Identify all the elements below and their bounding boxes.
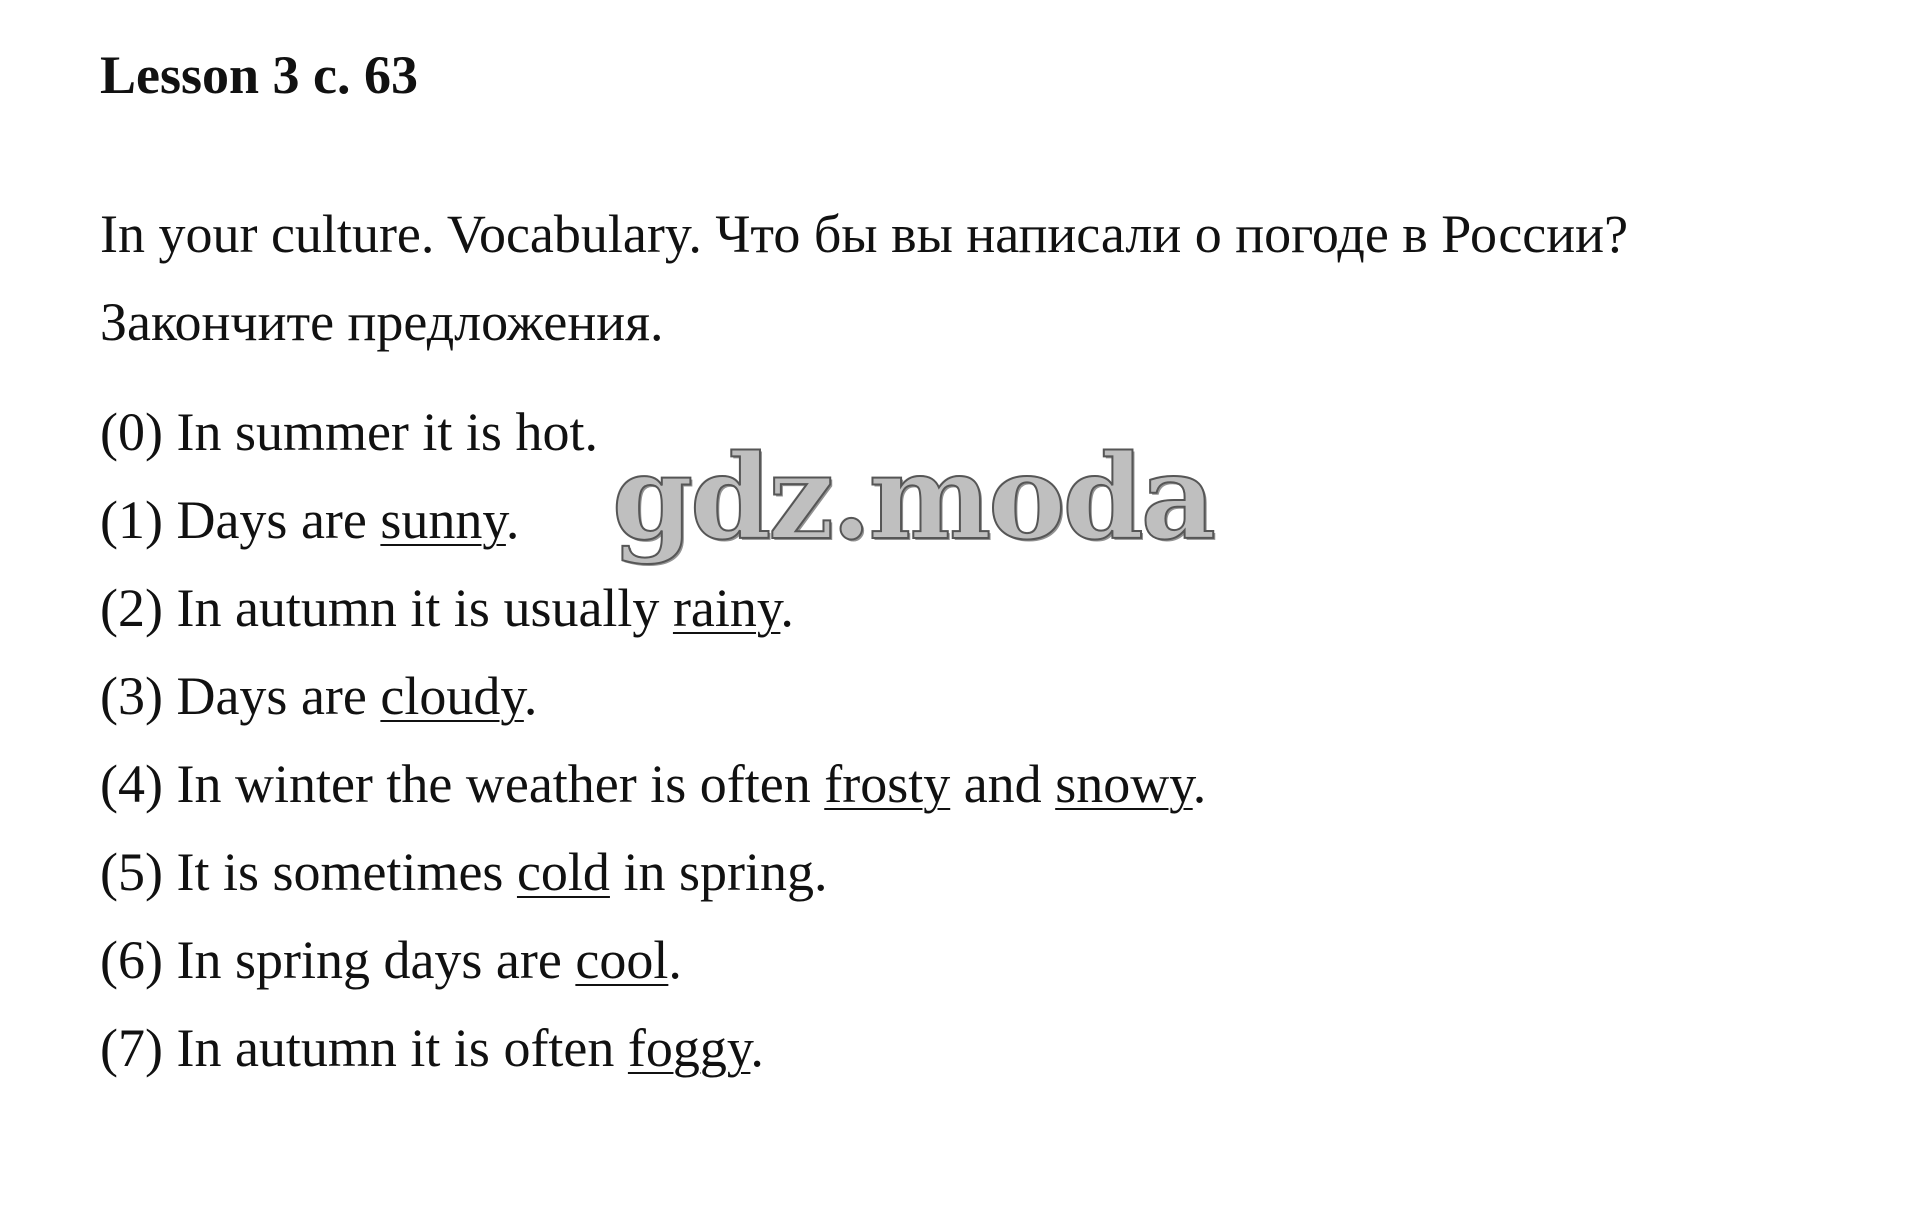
sentence-text: (5) It is sometimes bbox=[100, 842, 517, 902]
sentence-text: and bbox=[950, 754, 1056, 814]
answer-word: cloudy bbox=[380, 666, 524, 726]
sentence-text: . bbox=[780, 578, 794, 638]
list-item bbox=[100, 828, 1206, 916]
answer-word: sunny bbox=[380, 490, 506, 550]
sentence-text: in spring. bbox=[609, 842, 828, 902]
answer-word: cold bbox=[516, 842, 610, 902]
sentence-text: (2) In autumn it is usually bbox=[100, 578, 673, 638]
sentence-text: . bbox=[523, 666, 538, 726]
sentence-text: . bbox=[1192, 754, 1207, 814]
list-item bbox=[100, 652, 1206, 740]
sentence-text: (7) In autumn it is often bbox=[100, 1018, 628, 1078]
watermark-logo: gdz.moda bbox=[612, 430, 1213, 566]
instruction-line: In your culture. Vocabulary. Что бы вы написали о погоде в России? bbox=[100, 204, 1629, 264]
list-item bbox=[100, 564, 1206, 652]
page-title: Lesson 3 с. 63 bbox=[100, 45, 419, 105]
sentence-text: (3) Days are bbox=[100, 666, 381, 726]
sentence-text: (4) In winter the weather is often bbox=[100, 754, 825, 814]
list-item bbox=[100, 1004, 1206, 1092]
sentence-text: (1) Days are bbox=[100, 490, 381, 550]
answer-word: snowy bbox=[1055, 754, 1193, 814]
list-item bbox=[100, 916, 1206, 1004]
answer-word: rainy bbox=[672, 578, 781, 638]
answer-word: cool bbox=[575, 930, 669, 990]
answer-word: foggy bbox=[627, 1018, 751, 1078]
list-item bbox=[100, 740, 1206, 828]
instruction-line: Закончите предложения. bbox=[100, 292, 664, 352]
sentence-text: (0) In summer it is hot. bbox=[100, 402, 598, 462]
answer-word: frosty bbox=[824, 754, 951, 814]
sentence-text: . bbox=[505, 490, 520, 550]
task-instructions bbox=[100, 190, 1900, 366]
sentence-text: . bbox=[668, 930, 682, 990]
sentence-text: (6) In spring days are bbox=[100, 930, 576, 990]
sentence-text: . bbox=[750, 1018, 764, 1078]
